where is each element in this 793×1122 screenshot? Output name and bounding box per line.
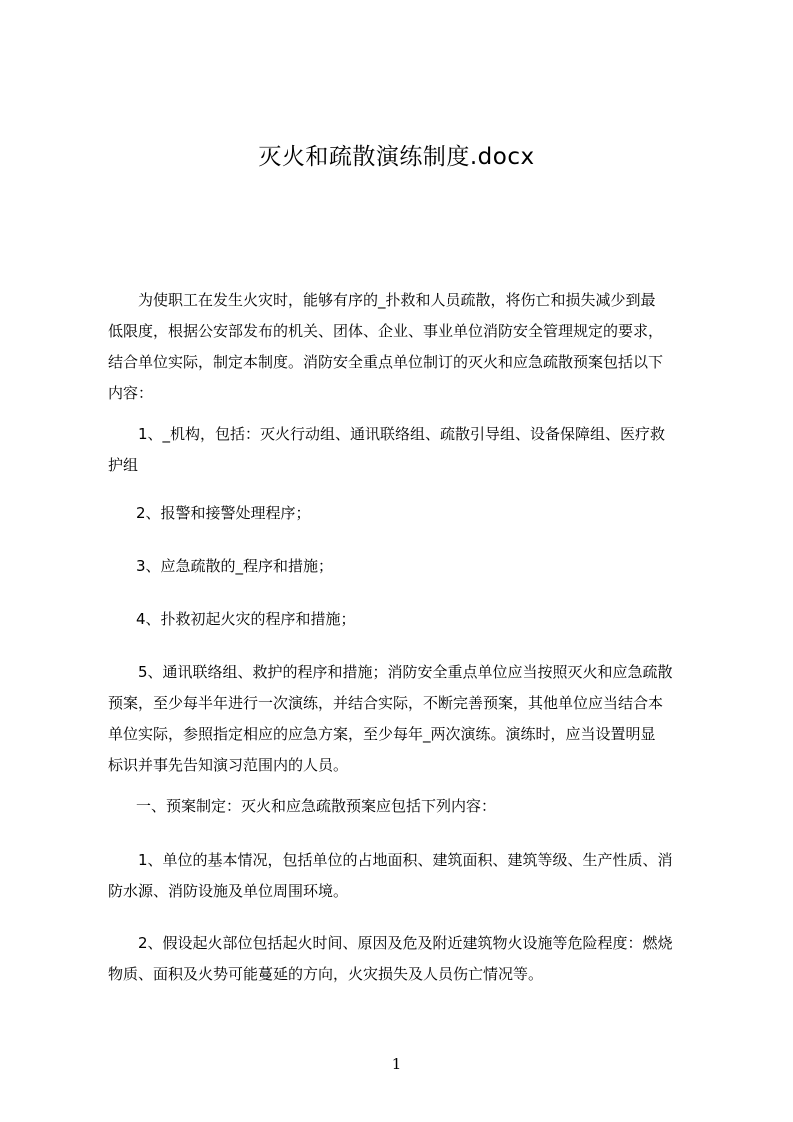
paragraph-line: 2、假设起火部位包括起火时间、原因及危及附近建筑物火设施等危险程度：燃烧 bbox=[138, 934, 673, 952]
document-title: 灭火和疏散演练制度.docx bbox=[258, 144, 535, 170]
section-heading-plan bbox=[108, 791, 708, 822]
paragraph-line: 护组 bbox=[108, 456, 139, 474]
paragraph-line: 单位实际，参照指定相应的应急方案，至少每年_两次演练。演练时，应当设置明显 bbox=[108, 725, 656, 743]
paragraph-line: 标识并事先告知演习范围内的人员。 bbox=[108, 756, 349, 774]
list-item-firefighting bbox=[108, 604, 708, 635]
list-item-evacuation bbox=[108, 551, 708, 582]
paragraph-line: 4、扑救初起火灾的程序和措施； bbox=[136, 610, 356, 628]
page-number: 1 bbox=[391, 1055, 402, 1073]
paragraph-line: 1、单位的基本情况，包括单位的占地面积、建筑面积、建筑等级、生产性质、消 bbox=[138, 851, 673, 869]
list-item-fire-scenario bbox=[108, 928, 708, 990]
paragraph-intro bbox=[108, 285, 708, 409]
paragraph-line: 结合单位实际，制定本制度。消防安全重点单位制订的灭火和应急疏散预案包括以下 bbox=[108, 353, 664, 371]
paragraph-line: 低限度，根据公安部发布的机关、团体、企业、事业单位消防安全管理规定的要求， bbox=[108, 322, 664, 340]
paragraph-line: 5、通讯联络组、救护的程序和措施；消防安全重点单位应当按照灭火和应急疏散 bbox=[138, 663, 673, 681]
list-item-organization bbox=[108, 419, 708, 481]
paragraph-line: 物质、面积及火势可能蔓延的方向，火灾损失及人员伤亡情况等。 bbox=[108, 965, 544, 983]
list-item-alarm bbox=[108, 498, 708, 529]
paragraph-line: 3、应急疏散的_程序和措施； bbox=[136, 557, 334, 575]
list-item-communication bbox=[108, 657, 708, 781]
paragraph-line: 预案，至少每半年进行一次演练，并结合实际，不断完善预案，其他单位应当结合本 bbox=[108, 694, 664, 712]
paragraph-line: 2、报警和接警处理程序； bbox=[136, 504, 311, 522]
paragraph-line: 防水源、消防设施及单位周围环境。 bbox=[108, 882, 349, 900]
paragraph-line: 一、预案制定：灭火和应急疏散预案应包括下列内容： bbox=[136, 797, 497, 815]
paragraph-line: 1、_机构，包括：灭火行动组、通讯联络组、疏散引导组、设备保障组、医疗救 bbox=[138, 425, 666, 443]
paragraph-line: 内容： bbox=[108, 384, 154, 402]
paragraph-line: 为使职工在发生火灾时，能够有序的_扑救和人员疏散，将伤亡和损失减少到最 bbox=[138, 291, 656, 309]
list-item-basic-info bbox=[108, 845, 708, 907]
